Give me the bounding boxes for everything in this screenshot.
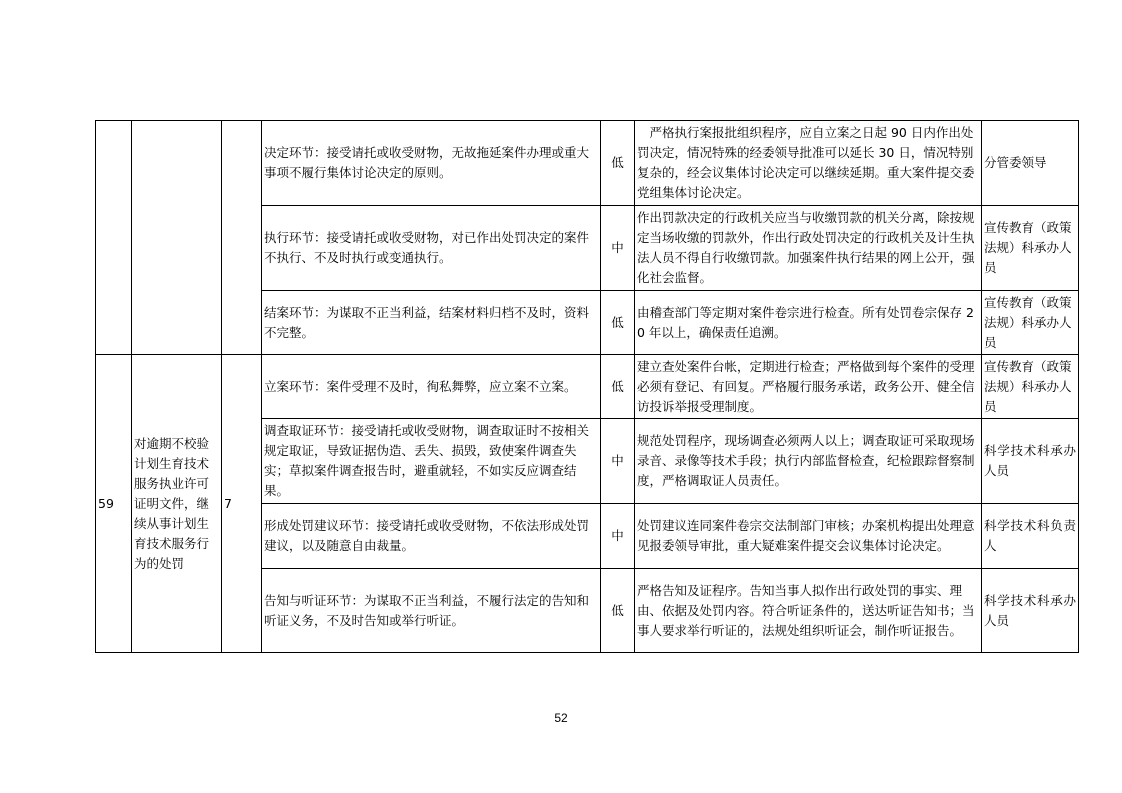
responsible-cell: 宣传教育（政策法规）科承办人员 — [982, 355, 1079, 419]
table-row — [96, 121, 1079, 206]
risk-step-cell: 调查取证环节：接受请托或收受财物，调查取证时不按相关规定取证，导致证据伪造、丢失、损毁，致使案件调查失实；草拟案件调查报告时，避重就轻，不如实反应调查结果。 — [262, 419, 601, 504]
risk-level-cell: 低 — [601, 121, 635, 206]
responsible-cell: 科学技术科承办人员 — [982, 419, 1079, 504]
responsible-cell: 宣传教育（政策法规）科承办人员 — [982, 206, 1079, 291]
risk-table — [95, 120, 1079, 653]
risk-step-cell: 决定环节：接受请托或收受财物，无故拖延案件办理或重大事项不履行集体讨论决定的原则。 — [262, 121, 601, 206]
prevention-measure-cell: 作出罚款决定的行政机关应当与收缴罚款的机关分离，除按规定当场收缴的罚款外，作出行政处罚决定的行政机关及计生执法人员不得自行收缴罚款。加强案件执行结果的网上公开，强化社会监督。 — [635, 206, 982, 291]
item-count-cell — [222, 121, 262, 355]
risk-step-cell: 结案环节：为谋取不正当利益，结案材料归档不及时，资料不完整。 — [262, 291, 601, 355]
prevention-measure-cell: 规范处罚程序，现场调查必须两人以上；调查取证可采取现场录音、录像等技术手段；执行内部监督检查，纪检跟踪督察制度，严格调取证人员责任。 — [635, 419, 982, 504]
risk-level-cell: 中 — [601, 504, 635, 569]
prevention-measure-cell: 建立查处案件台帐，定期进行检查；严格做到每个案件的受理必须有登记、有回复。严格履行服务承诺，政务公开、健全信访投诉举报受理制度。 — [635, 355, 982, 419]
item-count-cell: 7 — [222, 355, 262, 653]
risk-level-cell: 低 — [601, 355, 635, 419]
responsible-cell: 科学技术科承办人员 — [982, 569, 1079, 653]
risk-level-cell: 中 — [601, 206, 635, 291]
risk-step-cell: 执行环节：接受请托或收受财物，对已作出处罚决定的案件不执行、不及时执行或变通执行。 — [262, 206, 601, 291]
item-name-cell: 对逾期不校验计划生育技术服务执业许可证明文件，继续从事计划生育技术服务行为的处罚 — [132, 355, 222, 653]
item-number-cell — [96, 121, 132, 355]
prevention-measure-cell: 由稽查部门等定期对案件卷宗进行检查。所有处罚卷宗保存 20 年以上，确保责任追溯。 — [635, 291, 982, 355]
risk-step-cell: 立案环节：案件受理不及时，徇私舞弊，应立案不立案。 — [262, 355, 601, 419]
page-number: 52 — [554, 711, 568, 725]
risk-level-cell: 低 — [601, 569, 635, 653]
risk-step-cell: 形成处罚建议环节：接受请托或收受财物，不依法形成处罚建议，以及随意自由裁量。 — [262, 504, 601, 569]
table-row — [96, 355, 1079, 419]
item-number-cell: 59 — [96, 355, 132, 653]
risk-level-cell: 低 — [601, 291, 635, 355]
risk-step-cell: 告知与听证环节：为谋取不正当利益，不履行法定的告知和听证义务，不及时告知或举行听证。 — [262, 569, 601, 653]
responsible-cell: 分管委领导 — [982, 121, 1079, 206]
responsible-cell: 科学技术科负责人 — [982, 504, 1079, 569]
responsible-cell: 宣传教育（政策法规）科承办人员 — [982, 291, 1079, 355]
risk-level-cell: 中 — [601, 419, 635, 504]
prevention-measure-cell: 处罚建议连同案件卷宗交法制部门审核；办案机构提出处理意见报委领导审批，重大疑难案件提交会议集体讨论决定。 — [635, 504, 982, 569]
item-name-cell — [132, 121, 222, 355]
prevention-measure-cell: 严格告知及证程序。告知当事人拟作出行政处罚的事实、理由、依据及处罚内容。符合听证条件的，送达听证告知书；当事人要求举行听证的，法规处组织听证会，制作听证报告。 — [635, 569, 982, 653]
prevention-measure-cell: 严格执行案报批组织程序，应自立案之日起 90 日内作出处罚决定，情况特殊的经委领导批准可以延长 30 日，情况特别复杂的，经会议集体讨论决定可以继续延期。重大案件提交委党组集体讨论决定。 — [635, 121, 982, 206]
